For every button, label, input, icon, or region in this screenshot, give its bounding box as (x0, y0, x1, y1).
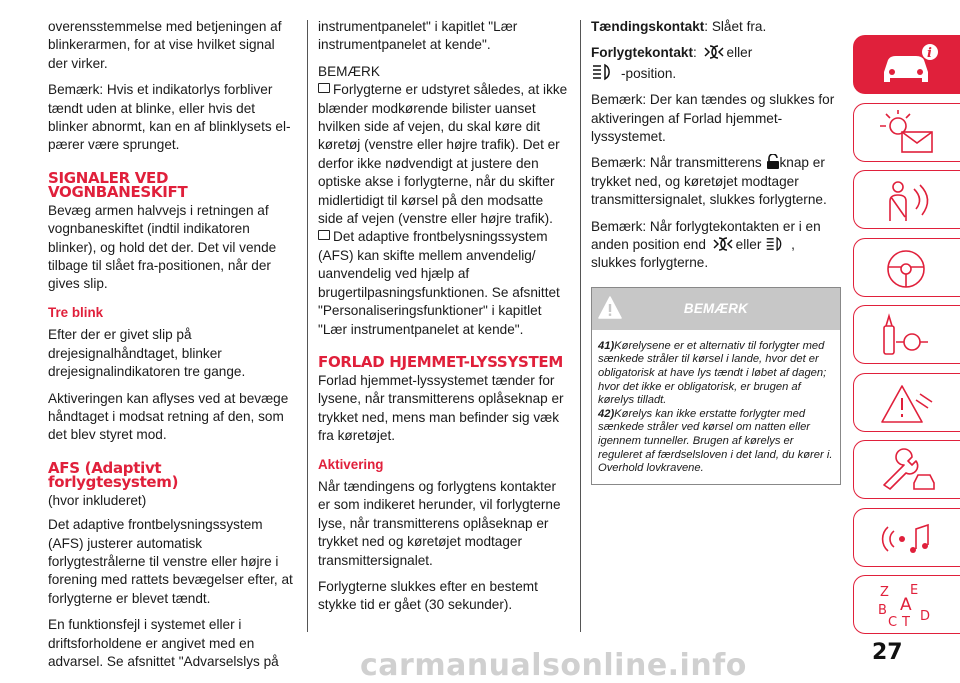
subheading-tre-blink: Tre blink (48, 304, 104, 320)
page-number: 27 (872, 640, 903, 665)
heading-signaler: SIGNALER VED VOGNBANESKIFT (48, 168, 188, 201)
svg-text:i: i (927, 46, 932, 61)
column-divider-2 (580, 20, 581, 632)
unlock-icon (766, 154, 780, 170)
paragraph: instrumentpanelet" i kapitlet "Lær instrumentpanelet at kende". (318, 19, 518, 53)
paragraph: Forlad hjemmet-lyssystemet tænder for lysene, når transmitterens oplåseknap er trykket ned, mens man befinder sig væk fra køretøjet. (318, 372, 564, 444)
note-bullet-icon (318, 230, 330, 240)
tab-media[interactable] (853, 508, 960, 567)
note-text: Bemærk: Når forlygtekontakten er i en anden position end (591, 218, 821, 253)
paragraph: Det adaptive frontbelysningssystem (AFS) justerer automatisk forlygtestrålerne til venstre eller højre i forening med rattets bevægelser efter, at forlygterne er blevet tændt. (48, 517, 293, 606)
warning-triangle-icon (876, 380, 942, 428)
watermark: carmanualsonline.info (360, 648, 747, 683)
note-item (318, 81, 568, 228)
paragraph: Bevæg armen halvvejs i retningen af vognbaneskiftet (indtil indikatoren blinker), og hold det der. Det vil vende tilbage til slået fra-positionen, når der gives slip. (48, 202, 277, 292)
footnote-text: Kørelysene er et alternativ til forlygter med sænkede stråler til kørsel i lande, hvor det er obligatorisk at have lys tændt i løbet af dagen; hvor det ikke er obligatorisk, er brugen af kørelys tilladt. (598, 339, 827, 407)
note-text: Bemærk: Når transmitterens (591, 155, 762, 171)
ignition-switch-line (591, 18, 841, 36)
tab-warning[interactable] (853, 373, 960, 432)
column-divider-1 (307, 20, 308, 632)
footnote-42 (598, 408, 834, 476)
note-label: BEMÆRK (318, 63, 380, 79)
comma: , (791, 237, 795, 253)
note-text: Forlygterne er udstyret således, at ikke blænder modkørende bilister uanset hvilken side af vejen, du skal køre dit køretøj (venstre eller højre trafik). Det er derfor ikke nødvendigt at justere den optiske akse i forlygterne, når du skifter midlertidigt til kørsel på den modsatte side af vejen (venstre eller højre trafik). (318, 82, 568, 227)
headlight-switch-line (591, 44, 841, 83)
media-icon (876, 515, 942, 563)
callout-body (592, 330, 840, 484)
footnote-41 (598, 340, 834, 408)
tab-car-info[interactable] (853, 35, 960, 94)
paragraph: Aktiveringen kan aflyses ved at bevæge håndtaget i modsat retning af den, som det blev styret mod. (48, 390, 289, 443)
position-text: -position. (621, 65, 677, 81)
note-text: slukkes forlygterne. (591, 255, 709, 271)
colon: : (692, 45, 697, 61)
index-letter: Z (880, 585, 889, 600)
note-text: Det adaptive frontbelysningssystem (AFS) kan skifte mellem anvendelig/ uanvendelig ved hjælp af brugertilpasningsfunktionen. Se afsnittet "Personaliseringsfunktioner" i kapitlet "Lær instrumentpanelet at kende". (318, 229, 560, 337)
car-info-icon (876, 42, 942, 90)
heading-afs: AFS (Adaptivt forlygtesystem) (48, 458, 179, 491)
paragraph: Bemærk: Hvis et indikatorlys forbliver tændt uden at blinke, eller hvis det blinker abnormt, kan en af blinklysets el-pærer være sprunget. (48, 82, 291, 153)
paragraph: Bemærk: Der kan tændes og slukkes for aktiveringen af Forlad hjemmet-lyssystemet. (591, 92, 835, 145)
transmitter-note (591, 154, 841, 209)
or-text: eller (726, 45, 753, 61)
index-letter: B (878, 603, 887, 618)
chapter-tabs (853, 35, 960, 643)
callout-title: BEMÆRK (683, 300, 749, 316)
index-letter: A (900, 595, 912, 615)
lights-mail-icon (876, 110, 942, 158)
heading-forlad-hjemmet: FORLAD HJEMMET-LYSSYSTEM (318, 352, 564, 371)
footnote-number: 42) (598, 407, 615, 420)
other-position-note (591, 218, 841, 273)
headlight-label: Forlygtekontakt (591, 45, 693, 61)
wrench-car-icon (876, 447, 942, 495)
steering-wheel-icon (876, 245, 942, 293)
or-text: eller (735, 237, 762, 253)
seat-belt-icon (876, 177, 942, 225)
headlight-low-beam-icon (591, 63, 621, 81)
tab-lights-mail[interactable] (853, 103, 960, 162)
tools-icon (876, 312, 942, 360)
paragraph: Forlygterne slukkes efter en bestemt stykke tid er gået (30 sekunder). (318, 578, 538, 613)
paragraph: Efter der er givet slip på drejesignalhåndtaget, blinker drejesignalindikatoren tre gange. (48, 327, 246, 380)
paragraph: Når tændingens og forlygtens kontakter er som indikeret herunder, vil forlygterne lyse, når transmitterens oplåseknap er trykket ned og køretøjet modtager transmittersignalet. (318, 478, 561, 568)
callout-header (592, 288, 840, 330)
footnote-text: Kørelys kan ikke erstatte forlygter med sænkede stråler ved kørsel om natten eller igennem tunneller. Brugen af kørelys er reguleret af færdselsloven i det land, du kører i. Overhold lovkravene. (598, 407, 833, 475)
note-callout-box (591, 287, 841, 485)
tab-steering-wheel[interactable] (853, 238, 960, 297)
column-1 (48, 18, 296, 679)
index-letter: D (920, 609, 931, 624)
note-bullet-icon (318, 83, 330, 93)
paragraph: En funktionsfejl i systemet eller i driftsforholdene er angivet med en advarsel. Se afsnittet "Advarselslys på (48, 617, 279, 669)
afs-availability: (hvor inkluderet) (48, 492, 147, 508)
paragraph: overensstemmelse med betjeningen af blinkerarmen, for at vise hvilket signal der virker. (48, 19, 282, 71)
tab-tools[interactable] (853, 305, 960, 364)
ignition-value: : Slået fra. (704, 19, 767, 34)
tab-wrench-car[interactable] (853, 440, 960, 499)
column-3 (591, 18, 841, 485)
index-letter: T (902, 615, 910, 630)
tab-index[interactable] (853, 575, 960, 634)
tab-seat-belt[interactable] (853, 170, 960, 229)
subheading-aktivering: Aktivering (318, 456, 384, 472)
column-2 (318, 18, 568, 623)
warning-triangle-icon (598, 295, 622, 321)
ignition-label: Tændingskontakt (591, 19, 705, 34)
note-item (318, 228, 568, 338)
parking-lights-icon (701, 44, 727, 60)
index-letter: C (888, 615, 898, 630)
index-letters-icon (876, 582, 942, 630)
index-letter: E (910, 583, 919, 598)
note-text: knap er trykket ned, og køretøjet modtager transmittersignalet, slukkes forlygterne. (591, 155, 827, 208)
parking-lights-icon (710, 236, 736, 252)
headlight-low-beam-icon (765, 236, 791, 252)
footnote-number: 41) (598, 339, 615, 352)
